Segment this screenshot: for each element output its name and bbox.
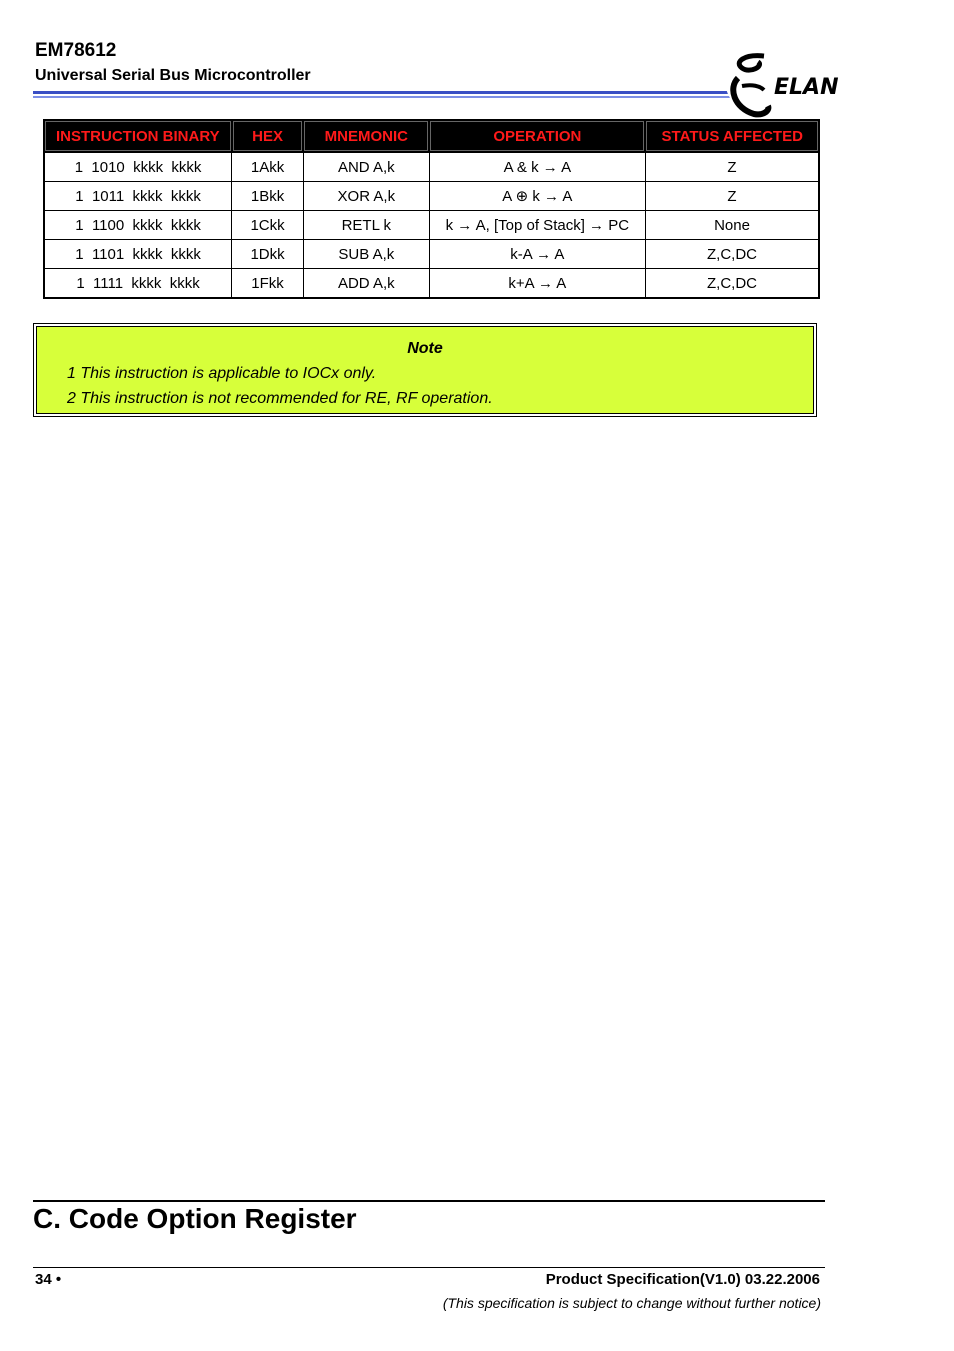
section-heading: C. Code Option Register bbox=[33, 1203, 357, 1234]
header-hex: HEX bbox=[232, 120, 304, 152]
note-title: Note bbox=[407, 340, 443, 357]
section-rule bbox=[33, 1200, 825, 1202]
header-rule-secondary bbox=[33, 96, 730, 98]
note-line-2: 2 This instruction is not recommended for RE, RF operation. bbox=[67, 390, 493, 407]
cell-operation: k → A, [Top of Stack] → PC bbox=[429, 211, 645, 240]
spec-title: Product Specification(V1.0) 03.22.2006 bbox=[545, 1271, 820, 1288]
cell-status: Z bbox=[645, 182, 819, 211]
cell-mnemonic: XOR A,k bbox=[303, 182, 429, 211]
cell-binary: 1 1111 kkkk kkkk bbox=[44, 269, 232, 299]
note-box bbox=[33, 323, 817, 417]
footer-rule bbox=[33, 1267, 825, 1268]
cell-status: None bbox=[645, 211, 819, 240]
table-header-row bbox=[44, 120, 819, 152]
cell-hex: 1Akk bbox=[232, 152, 304, 182]
cell-binary: 1 1101 kkkk kkkk bbox=[44, 240, 232, 269]
cell-hex: 1Bkk bbox=[232, 182, 304, 211]
header-rule bbox=[33, 91, 730, 94]
instruction-table bbox=[43, 119, 820, 299]
document-subtitle: Universal Serial Bus Microcontroller bbox=[35, 67, 311, 84]
cell-operation: k+A → A bbox=[429, 269, 645, 299]
page-number: 34 • bbox=[35, 1271, 62, 1288]
table-row bbox=[44, 240, 819, 269]
note-panel bbox=[36, 326, 814, 414]
elan-logo bbox=[724, 48, 839, 122]
cell-operation: A ⊕ k → A bbox=[429, 182, 645, 211]
logo-text: ELAN bbox=[774, 75, 839, 100]
spec-notice: (This specification is subject to change without further notice) bbox=[442, 1295, 821, 1311]
cell-hex: 1Ckk bbox=[232, 211, 304, 240]
table-row bbox=[44, 182, 819, 211]
table-row bbox=[44, 152, 819, 182]
cell-mnemonic: SUB A,k bbox=[303, 240, 429, 269]
header-mnemonic: MNEMONIC bbox=[303, 120, 429, 152]
cell-status: Z,C,DC bbox=[645, 240, 819, 269]
cell-mnemonic: ADD A,k bbox=[303, 269, 429, 299]
document-title: EM78612 bbox=[35, 40, 117, 61]
cell-status: Z,C,DC bbox=[645, 269, 819, 299]
header-status-affected: STATUS AFFECTED bbox=[645, 120, 819, 152]
cell-mnemonic: RETL k bbox=[303, 211, 429, 240]
table-row bbox=[44, 211, 819, 240]
cell-binary: 1 1010 kkkk kkkk bbox=[44, 152, 232, 182]
cell-binary: 1 1011 kkkk kkkk bbox=[44, 182, 232, 211]
cell-mnemonic: AND A,k bbox=[303, 152, 429, 182]
header-instruction-binary: INSTRUCTION BINARY bbox=[44, 120, 232, 152]
table-row bbox=[44, 269, 819, 299]
note-line-1: 1 This instruction is applicable to IOCx only. bbox=[67, 365, 377, 382]
cell-operation: k-A → A bbox=[429, 240, 645, 269]
cell-binary: 1 1100 kkkk kkkk bbox=[44, 211, 232, 240]
cell-status: Z bbox=[645, 152, 819, 182]
cell-hex: 1Dkk bbox=[232, 240, 304, 269]
header-operation: OPERATION bbox=[429, 120, 645, 152]
cell-operation: A & k → A bbox=[429, 152, 645, 182]
cell-hex: 1Fkk bbox=[232, 269, 304, 299]
